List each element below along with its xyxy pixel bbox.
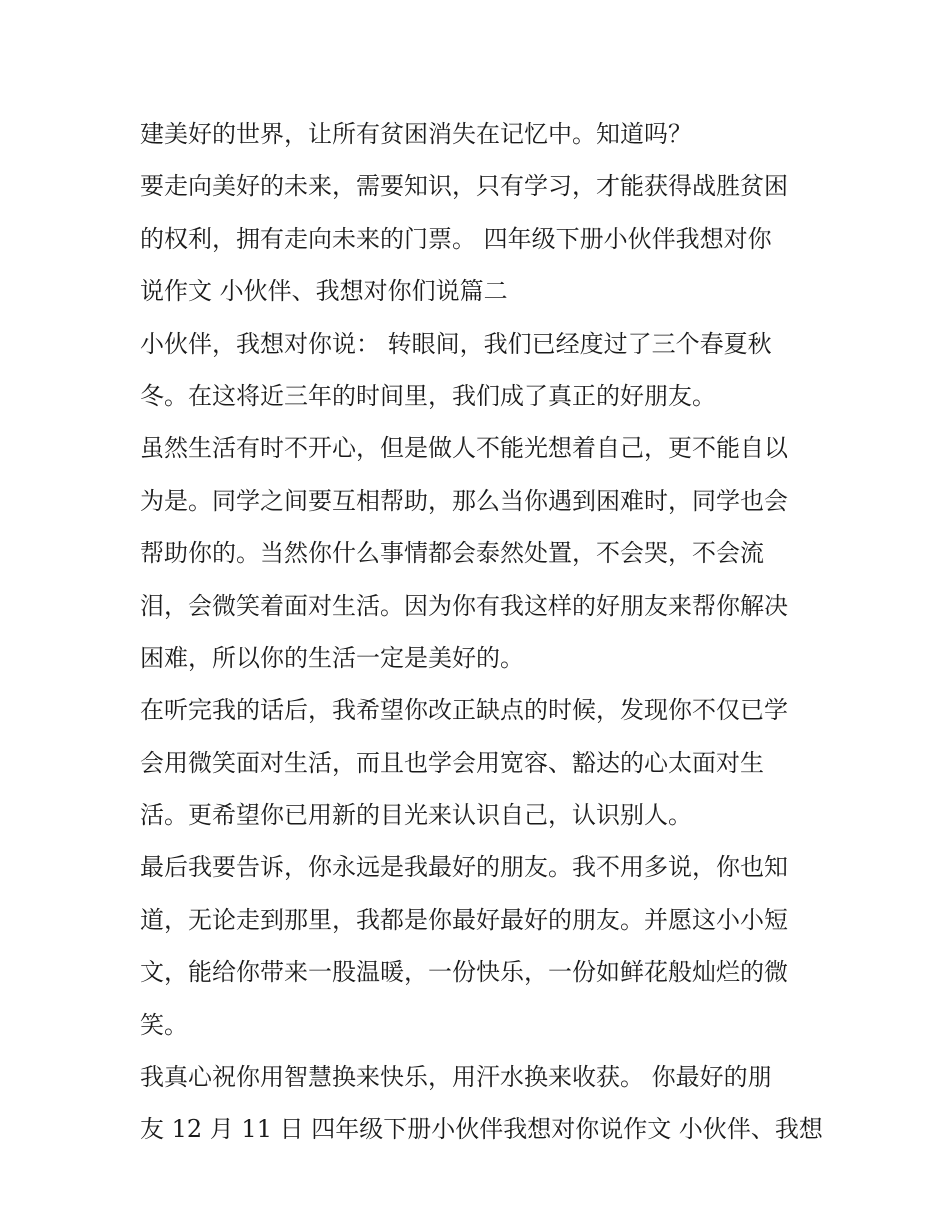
- text-line: 在听完我的话后，我希望你改正缺点的时候，发现你不仅已学: [140, 696, 788, 725]
- text-line: 要走向美好的未来，需要知识，只有学习，才能获得战胜贫困: [140, 172, 788, 201]
- text-line: 泪，会微笑着面对生活。因为你有我这样的好朋友来帮你解决: [140, 591, 788, 620]
- text-line: 会用微笑面对生活，而且也学会用宽容、豁达的心太面对生: [140, 748, 764, 777]
- text-line: 为是。同学之间要互相帮助，那么当你遇到困难时，同学也会: [140, 486, 788, 515]
- text-line: 说作文 小伙伴、我想对你们说篇二: [140, 277, 508, 306]
- text-line: 最后我要告诉，你永远是我最好的朋友。我不用多说，你也知: [140, 853, 788, 882]
- text-line: 困难，所以你的生活一定是美好的。: [140, 643, 524, 672]
- text-line: 我真心祝你用智慧换来快乐，用汗水换来收获。 你最好的朋: [140, 1063, 772, 1092]
- text-line: 道，无论走到那里，我都是你最好最好的朋友。并愿这小小短: [140, 905, 788, 934]
- text-line: 笑。: [140, 1010, 188, 1039]
- document-body: [140, 108, 823, 1156]
- text-line: 文，能给你带来一股温暖，一份快乐，一份如鲜花般灿烂的微: [140, 958, 788, 987]
- text-line: 冬。在这将近三年的时间里，我们成了真正的好朋友。: [140, 381, 716, 410]
- text-line: 的权利，拥有走向未来的门票。 四年级下册小伙伴我想对你: [140, 224, 772, 253]
- text-line: 建美好的世界，让所有贫困消失在记忆中。知道吗？: [140, 120, 692, 148]
- text-line: 小伙伴，我想对你说： 转眼间，我们已经度过了三个春夏秋: [140, 329, 772, 358]
- text-line: 虽然生活有时不开心，但是做人不能光想着自己，更不能自以: [140, 434, 788, 463]
- text-line: 帮助你的。当然你什么事情都会泰然处置，不会哭，不会流: [140, 539, 764, 568]
- text-line: 活。更希望你已用新的目光来认识自己，认识别人。: [140, 801, 692, 830]
- text-line: 友 12 月 11 日 四年级下册小伙伴我想对你说作文 小伙伴、我想: [140, 1115, 823, 1144]
